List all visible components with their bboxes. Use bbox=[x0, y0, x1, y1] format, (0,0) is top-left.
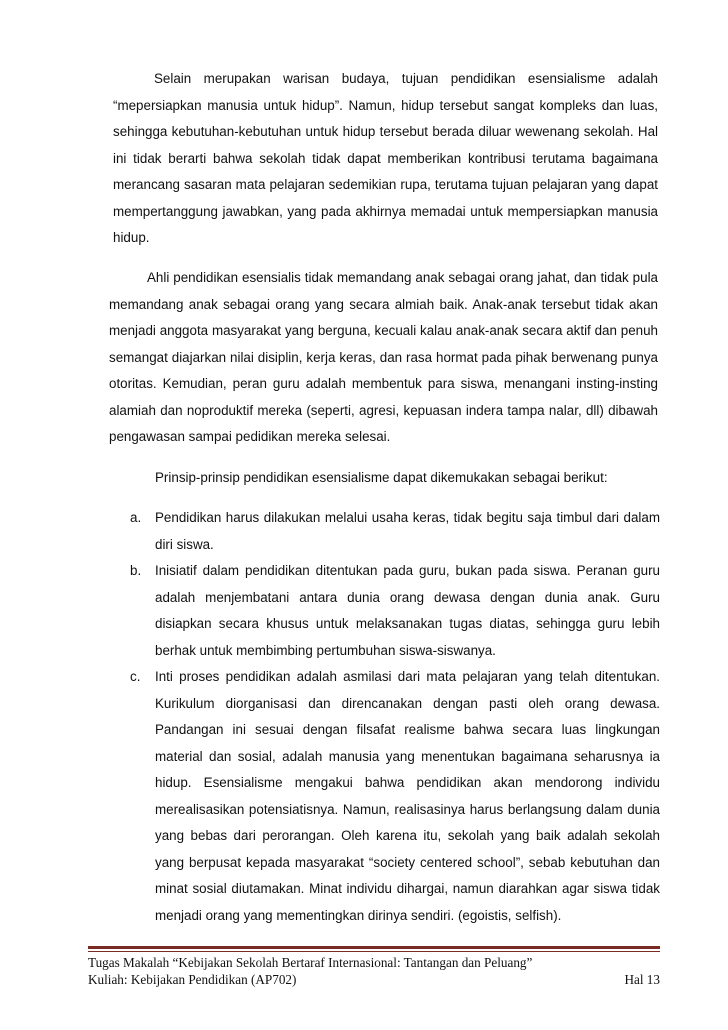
footer-course-line bbox=[88, 971, 660, 988]
footer-course: Kuliah: Kebijakan Pendidikan (AP702) bbox=[88, 972, 297, 987]
footer-title: Tugas Makalah “Kebijakan Sekolah Bertaraf Internasional: Tantangan dan Peluang” bbox=[88, 955, 533, 970]
list-marker: c. bbox=[130, 669, 141, 684]
footer-rule-thin bbox=[88, 951, 660, 952]
page-number: Hal 13 bbox=[624, 972, 660, 987]
list-item-text: Inisiatif dalam pendidikan ditentukan pada guru, bukan pada siswa. Peranan guru adalah menjembatani antara dunia orang dewasa dengan dunia anak. Guru disiapkan secara khusus untuk melaksanakan tugas diatas, sehingga guru lebih berhak untuk membimbing pertumbuhan siswa-siswanya. bbox=[155, 563, 660, 658]
list-item bbox=[130, 558, 660, 664]
list-marker: a. bbox=[130, 510, 142, 525]
list-item bbox=[130, 664, 660, 929]
paragraph-3: Prinsip-prinsip pendidikan esensialisme dapat dikemukakan sebagai berikut: bbox=[155, 470, 608, 485]
list-item-text: Pendidikan harus dilakukan melalui usaha keras, tidak begitu saja timbul dari dalam diri siswa. bbox=[155, 510, 660, 552]
list-item-text: Inti proses pendidikan adalah asmilasi dari mata pelajaran yang telah ditentukan. Kurikulum diorganisasi dan direncanakan dengan pasti oleh orang dewasa. Pandangan ini sesuai dengan filsafat realisme bahwa secara luas lingkungan material dan sosial, adalah manusia yang menentukan bagaimana seharusnya ia hidup. Esensialisme mengakui bahwa pendidikan akan mendorong individu merealisasikan potensiatisnya. Namun, realisasinya harus berlangsung dalam dunia yang bebas dari perorangan. Oleh karena itu, sekolah yang baik adalah sekolah yang berpusat kepada masyarakat “society centered school”, sebab kebutuhan dan minat sosial diutamakan. Minat individu dihargai, namun diarahkan agar siswa tidak menjadi orang yang mementingkan dirinya sendiri. (egoistis, selfish). bbox=[155, 669, 660, 923]
principles-list bbox=[130, 505, 660, 929]
list-marker: b. bbox=[130, 563, 142, 578]
list-item bbox=[130, 505, 660, 558]
paragraph-1: Selain merupakan warisan budaya, tujuan pendidikan esensialisme adalah “mepersiapkan manusia untuk hidup”. Namun, hidup tersebut sangat kompleks dan luas, sehingga kebutuhan-kebutuhan untuk hidup tersebut berada diluar wewenang sekolah. Hal ini tidak berarti bahwa sekolah tidak dapat memberikan kontribusi terutama bagaimana merancang sasaran mata pelajaran sedemikian rupa, terutama tujuan pelajaran yang dapat mempertanggung jawabkan, yang pada akhirnya memadai untuk mempersiapkan manusia hidup. bbox=[113, 71, 658, 245]
paragraph-2: Ahli pendidikan esensialis tidak memandang anak sebagai orang jahat, dan tidak pula memandang anak sebagai orang yang secara almiah baik. Anak-anak tersebut tidak akan menjadi anggota masyarakat yang berguna, kecuali kalau anak-anak secara aktif dan penuh semangat diajarkan nilai disiplin, kerja keras, dan rasa hormat pada pihak berwenang punya otoritas. Kemudian, peran guru adalah membentuk para siswa, menangani insting-insting alamiah dan noproduktif mereka (seperti, agresi, kepuasan indera tampa nalar, dll) dibawah pengawasan sampai pedidikan mereka selesai. bbox=[109, 270, 658, 444]
footer-rule bbox=[88, 946, 660, 949]
